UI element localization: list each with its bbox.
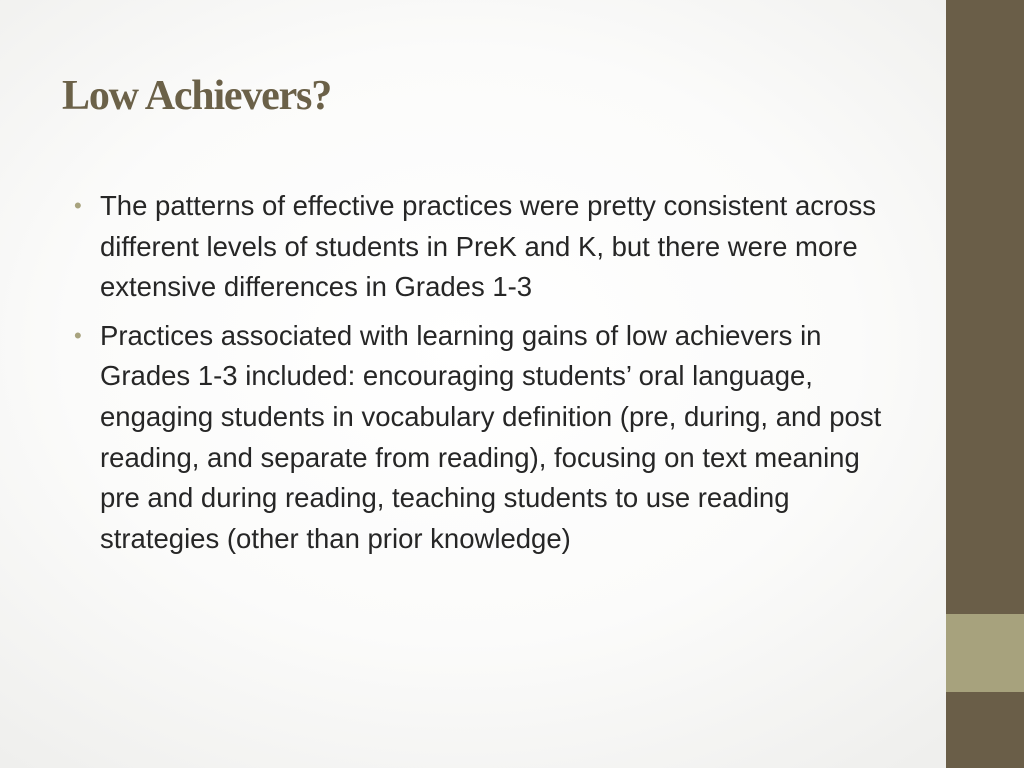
bullet-item bbox=[70, 186, 900, 308]
bullet-point-icon: • bbox=[74, 322, 82, 348]
bullet-list bbox=[70, 186, 900, 567]
decorative-sidebar-accent bbox=[946, 614, 1024, 692]
slide-title: Low Achievers? bbox=[62, 73, 331, 119]
bullet-item bbox=[70, 316, 900, 560]
bullet-text: Practices associated with learning gains of low achievers in Grades 1-3 included: encouraging students’ oral language, engaging students in vocabulary definition (pre, during, and post reading, and separate from reading), focusing on text meaning pre and during reading, teaching students to use reading strategies (other than prior knowledge) bbox=[100, 319, 882, 554]
bullet-text: The patterns of effective practices were pretty consistent across different levels of students in PreK and K, but there were more extensive differences in Grades 1-3 bbox=[100, 190, 876, 303]
bullet-point-icon: • bbox=[74, 193, 82, 218]
